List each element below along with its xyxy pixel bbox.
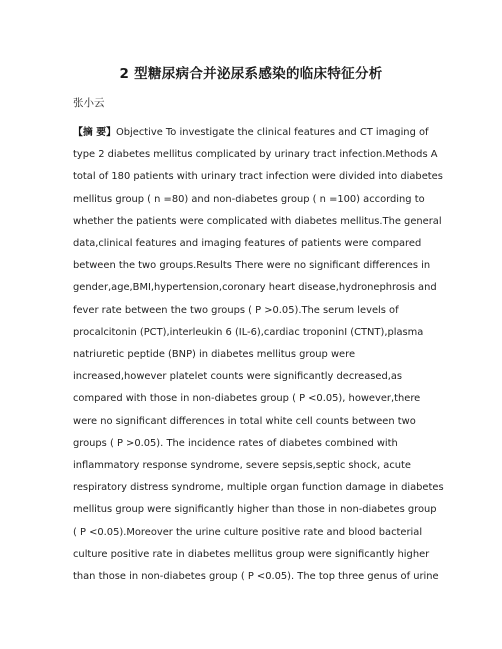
abstract-line: culture positive rate in diabetes mellitus group were significantly higher bbox=[73, 548, 430, 560]
abstract bbox=[73, 122, 444, 588]
abstract-line: type 2 diabetes mellitus complicated by urinary tract infection.Methods A bbox=[73, 149, 438, 161]
abstract-line: groups ( P >0.05). The incidence rates of diabetes combined with bbox=[73, 437, 398, 449]
abstract-line: procalcitonin (PCT),interleukin 6 (IL-6),cardiac troponinI (CTNT),plasma bbox=[73, 326, 424, 338]
abstract-line: whether the patients were complicated with diabetes mellitus.The general bbox=[73, 215, 442, 227]
abstract-label: 【摘 要】 bbox=[73, 127, 116, 138]
abstract-line-0: 【摘 要】Objective To investigate the clinical features and CT imaging of bbox=[73, 127, 429, 138]
abstract-line: compared with those in non-diabetes group ( P <0.05), however,there bbox=[73, 393, 421, 405]
abstract-line: increased,however platelet counts were significantly decreased,as bbox=[73, 371, 403, 383]
abstract-line: mellitus group were significantly higher than those in non-diabetes group bbox=[73, 504, 437, 516]
abstract-line: fever rate between the two groups ( P >0.05).The serum levels of bbox=[73, 304, 399, 316]
paper-author: 张小云 bbox=[73, 97, 105, 109]
paper-title: 2 型糖尿病合并泌尿系感染的临床特征分析 bbox=[119, 66, 383, 82]
abstract-line: natriuretic peptide (BNP) in diabetes mellitus group were bbox=[73, 349, 356, 361]
abstract-line: inflammatory response syndrome, severe sepsis,septic shock, acute bbox=[73, 460, 411, 472]
abstract-line: than those in non-diabetes group ( P <0.05). The top three genus of urine bbox=[73, 571, 439, 583]
abstract-line: total of 180 patients with urinary tract infection were divided into diabetes bbox=[73, 171, 443, 183]
abstract-line: gender,age,BMI,hypertension,coronary heart disease,hydronephrosis and bbox=[73, 282, 437, 294]
abstract-line: data,clinical features and imaging features of patients were compared bbox=[73, 238, 422, 250]
abstract-line: between the two groups.Results There were no significant differences in bbox=[73, 260, 431, 272]
abstract-line: ( P <0.05).Moreover the urine culture positive rate and blood bacterial bbox=[73, 526, 423, 538]
abstract-line: mellitus group ( n =80) and non-diabetes group ( n =100) according to bbox=[73, 193, 425, 205]
abstract-line: respiratory distress syndrome, multiple organ function damage in diabetes bbox=[73, 482, 444, 494]
abstract-line: were no significant differences in total white cell counts between two bbox=[73, 415, 416, 427]
